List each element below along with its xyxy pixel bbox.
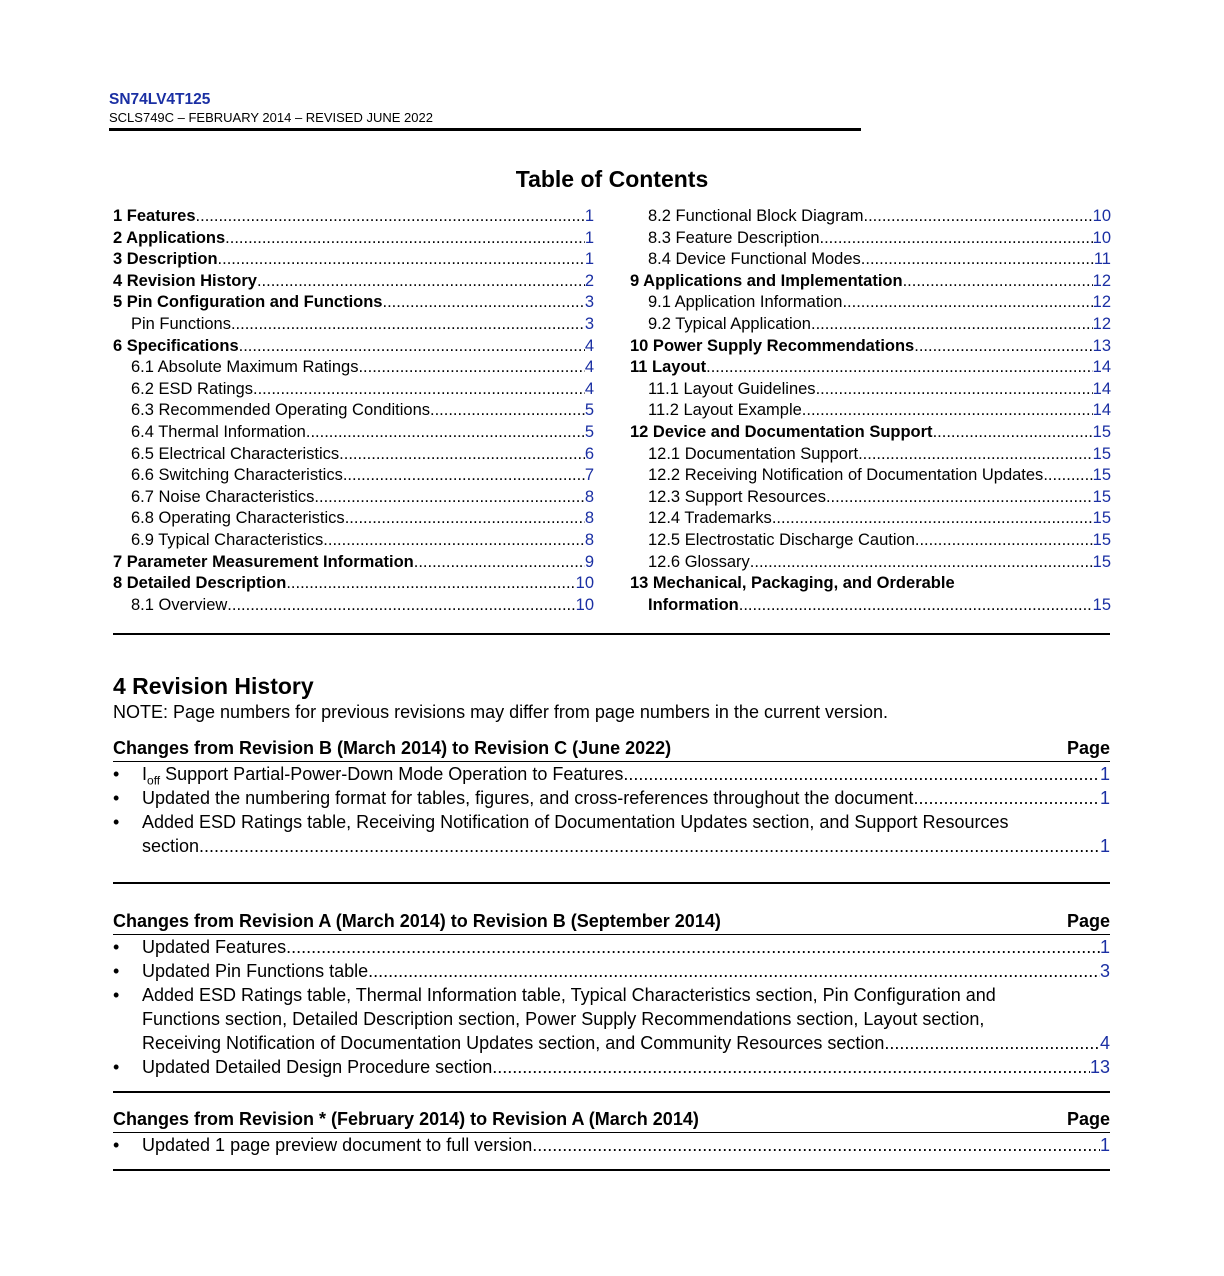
toc-page-link[interactable]: 3 (584, 314, 594, 333)
change-text-line (142, 786, 1110, 810)
leader-dots (537, 1133, 1100, 1157)
toc-entry-title: 6.7 Noise Characteristics (131, 487, 315, 506)
change-text-main: Receiving Notification of Documentation Updates section, and Community Resources section (142, 1033, 885, 1053)
toc-leader-dots (358, 357, 584, 379)
toc-leader-dots (430, 400, 585, 422)
toc-entry-title: 11.2 Layout Example (648, 401, 802, 420)
toc-page-link[interactable]: 10 (1092, 207, 1111, 225)
toc-left-column (113, 206, 594, 616)
toc-entry[interactable] (113, 508, 594, 530)
toc-leader-dots (257, 271, 585, 293)
toc-page-link[interactable]: 14 (1092, 358, 1111, 377)
toc-entry[interactable] (630, 508, 1111, 530)
toc-entry-title: 6.1 Absolute Maximum Ratings (131, 358, 359, 377)
toc-entry[interactable] (113, 314, 594, 336)
toc-entry-title: 7 Parameter Measurement Information (113, 552, 414, 571)
toc-entry-title: 12.3 Support Resources (648, 487, 826, 506)
change-text (142, 834, 199, 858)
change-page-link[interactable]: 1 (1099, 1135, 1110, 1155)
toc-entry[interactable] (630, 444, 1111, 466)
toc-leader-dots (383, 292, 585, 314)
toc-leader-dots (915, 530, 1093, 552)
toc-leader-dots (706, 357, 1093, 379)
toc-page-link[interactable]: 15 (1092, 487, 1111, 506)
page-column-label: Page (1066, 1109, 1110, 1129)
toc-entry-title: 6.8 Operating Characteristics (131, 509, 345, 528)
toc-page-link[interactable]: 14 (1092, 401, 1111, 420)
toc-entry-title: 12.4 Trademarks (648, 509, 772, 528)
changes-heading: Changes from Revision B (March 2014) to Revision C (June 2022) (113, 738, 672, 758)
document-revision-line: SCLS749C – FEBRUARY 2014 – REVISED JUNE 2022 (109, 110, 433, 125)
toc-entry-title: 6.3 Recommended Operating Conditions (131, 401, 431, 420)
toc-entry[interactable] (113, 271, 594, 293)
toc-leader-dots (820, 228, 1093, 250)
toc-page-link[interactable]: 15 (1092, 552, 1111, 571)
toc-page-link[interactable]: 6 (584, 444, 594, 463)
change-page-link[interactable]: 1 (1099, 764, 1110, 784)
change-item (113, 959, 1110, 983)
toc-entry[interactable] (630, 249, 1111, 271)
toc-entry[interactable] (630, 271, 1111, 293)
toc-leader-dots (343, 465, 585, 487)
change-text-main: section (142, 836, 200, 856)
change-text (142, 1031, 884, 1055)
revision-history-title: 4 Revision History (113, 673, 314, 699)
toc-entry-title: 12.5 Electrostatic Discharge Caution (648, 530, 915, 549)
toc-entry[interactable] (630, 573, 1111, 595)
toc-entry[interactable] (630, 379, 1111, 401)
toc-page-link[interactable]: 9 (584, 552, 594, 571)
change-text (142, 1055, 497, 1079)
toc-entry-title: 8.2 Functional Block Diagram (648, 207, 864, 225)
toc-entry[interactable] (113, 444, 594, 466)
change-text (142, 959, 373, 983)
change-text-main: Updated 1 page preview document to full version. (142, 1135, 538, 1155)
toc-page-link[interactable]: 12 (1092, 314, 1111, 333)
change-text-main: Updated Pin Functions table. (142, 961, 374, 981)
toc-entry-title: 12.1 Documentation Support (648, 444, 859, 463)
changes-list (113, 1133, 1110, 1157)
toc-entry[interactable] (113, 249, 594, 271)
toc-page-link[interactable]: 15 (1092, 530, 1111, 549)
toc-entry-title: 6 Specifications (113, 336, 239, 355)
leader-dots (913, 786, 1100, 810)
toc-entry-title: 6.5 Electrical Characteristics (131, 444, 340, 463)
change-page-link[interactable]: 1 (1099, 836, 1110, 856)
toc-entry-title: 8.1 Overview (131, 595, 228, 614)
toc-entry-title: 10 Power Supply Recommendations (630, 336, 915, 355)
toc-entry-title: 6.2 ESD Ratings (131, 379, 253, 398)
toc-page-link[interactable]: 5 (584, 422, 594, 441)
toc-entry[interactable] (113, 206, 594, 228)
change-item (113, 1055, 1110, 1079)
toc-page-link[interactable]: 8 (584, 487, 594, 506)
toc-entry-title: 13 Mechanical, Packaging, and Orderable (630, 574, 955, 593)
change-item (113, 983, 1110, 1055)
toc-entry[interactable] (630, 422, 1111, 444)
toc-entry[interactable] (630, 400, 1111, 422)
toc-page-link[interactable]: 15 (1092, 509, 1111, 528)
toc-page-link[interactable]: 8 (584, 530, 594, 549)
section-divider (113, 1091, 1110, 1093)
leader-dots (291, 935, 1100, 959)
toc-entry[interactable] (630, 228, 1111, 250)
toc-leader-dots (802, 400, 1093, 422)
bullet: • (113, 937, 120, 957)
toc-entry[interactable] (630, 292, 1111, 314)
change-text-line: Added ESD Ratings table, Receiving Notification of Documentation Updates section, and Support Resources (142, 812, 1009, 832)
toc-leader-dots (218, 249, 585, 271)
toc-entry-title: 8.4 Device Functional Modes (648, 250, 861, 269)
toc-entry[interactable] (113, 465, 594, 487)
toc-page-link[interactable]: 2 (584, 271, 594, 290)
toc-leader-dots (739, 595, 1093, 617)
change-text-line (142, 834, 1110, 858)
bullet: • (113, 788, 120, 808)
toc-leader-dots (750, 552, 1093, 574)
change-text-line (142, 1031, 1110, 1055)
changes-section (113, 910, 1110, 1093)
toc-leader-dots (253, 379, 585, 401)
page-column-label: Page (1066, 911, 1110, 931)
page-header (109, 90, 861, 131)
toc-entry[interactable] (113, 336, 594, 358)
toc-leader-dots (1043, 465, 1092, 487)
toc-entry-title: 5 Pin Configuration and Functions (113, 293, 383, 312)
change-item (113, 786, 1110, 810)
toc-page-link[interactable]: 10 (575, 595, 594, 614)
toc-entry-title: 12.6 Glossary (648, 552, 750, 571)
changes-heading-row (113, 910, 1110, 935)
change-text-line: Added ESD Ratings table, Thermal Information table, Typical Characteristics section, Pin Configuration and (142, 985, 996, 1005)
change-item (113, 762, 1110, 786)
toc-entry-title: 12.2 Receiving Notification of Documentation Updates (648, 466, 1044, 485)
toc-page-link[interactable]: 1 (584, 250, 594, 269)
toc-page-link[interactable]: 7 (584, 466, 594, 485)
toc-page-link[interactable]: 4 (584, 379, 594, 398)
page-column-label: Page (1066, 738, 1110, 758)
toc-leader-dots (864, 206, 1093, 228)
changes-section (113, 1108, 1110, 1171)
change-text (142, 935, 291, 959)
toc-page-link[interactable]: 11 (1093, 250, 1111, 269)
toc-leader-dots (286, 573, 575, 595)
bullet: • (113, 1057, 120, 1077)
toc-leader-dots (225, 228, 585, 250)
toc-entry[interactable] (113, 573, 594, 595)
toc-entry[interactable] (113, 228, 594, 250)
toc-page-link[interactable]: 10 (1092, 228, 1111, 247)
change-text-main: Updated Detailed Design Procedure section. (142, 1057, 498, 1077)
toc-entry-title: 6.4 Thermal Information (131, 422, 306, 441)
change-text-line (142, 935, 1110, 959)
change-text-line (142, 959, 1110, 983)
toc-page-link[interactable]: 4 (584, 336, 594, 355)
change-text-prefix: I (142, 764, 148, 784)
toc-entry-title: 11.1 Layout Guidelines (648, 379, 816, 398)
toc-leader-dots (239, 336, 585, 358)
toc-entry-title: 1 Features (113, 207, 196, 225)
toc-entry[interactable] (113, 487, 594, 509)
toc-page-link[interactable]: 8 (584, 509, 594, 528)
change-item (113, 810, 1110, 858)
header-rule (109, 128, 861, 131)
toc-entry-title: 11 Layout (630, 358, 707, 377)
toc-leader-dots (933, 422, 1093, 444)
change-item (113, 1133, 1110, 1157)
toc-entry[interactable] (630, 552, 1111, 574)
change-text-main: Support Partial-Power-Down Mode Operation to Features (160, 764, 624, 784)
toc-page-link[interactable]: 12 (1092, 271, 1111, 290)
toc-page-link[interactable]: 1 (584, 207, 594, 225)
toc-leader-dots (231, 314, 585, 336)
change-text-line (142, 1055, 1110, 1079)
toc-page-link[interactable]: 14 (1092, 379, 1111, 398)
change-text (142, 762, 623, 786)
revision-history-note: NOTE: Page numbers for previous revisions may differ from page numbers in the current version. (113, 702, 889, 722)
toc-entry[interactable] (630, 487, 1111, 509)
change-text-main: Updated the numbering format for tables, figures, and cross-references throughout the document (142, 788, 914, 808)
changes-section (113, 737, 1110, 884)
bullet: • (113, 985, 120, 1005)
change-text-main: Updated Features. (142, 937, 292, 957)
change-text (142, 786, 913, 810)
change-page-link[interactable]: 4 (1099, 1033, 1110, 1053)
toc-leader-dots (914, 336, 1092, 358)
toc-entry[interactable] (113, 422, 594, 444)
toc-entry[interactable] (630, 206, 1111, 228)
change-page-link[interactable]: 1 (1099, 937, 1110, 957)
changes-list (113, 762, 1110, 858)
bullet: • (113, 764, 120, 784)
toc-entry[interactable] (630, 336, 1111, 358)
toc-entry-title: 6.9 Typical Characteristics (131, 530, 324, 549)
leader-dots (497, 1055, 1090, 1079)
toc-page-link[interactable]: 13 (1092, 336, 1111, 355)
toc-page-link[interactable]: 15 (1092, 444, 1111, 463)
toc-leader-dots (903, 271, 1093, 293)
bullet: • (113, 1135, 120, 1155)
changes-list (113, 935, 1110, 1079)
toc-entry-title: 2 Applications (113, 228, 226, 247)
leader-dots (373, 959, 1100, 983)
changes-heading: Changes from Revision A (March 2014) to Revision B (September 2014) (113, 911, 721, 931)
toc-leader-dots (826, 487, 1093, 509)
leader-dots (884, 1031, 1100, 1055)
toc-entry-title: 12 Device and Documentation Support (630, 422, 933, 441)
leader-dots (199, 834, 1100, 858)
toc-page-link[interactable]: 12 (1092, 293, 1111, 312)
toc-leader-dots (816, 379, 1093, 401)
toc-entry[interactable] (113, 400, 594, 422)
toc-leader-dots (339, 444, 585, 466)
toc-entry[interactable] (113, 292, 594, 314)
toc-divider (113, 633, 1110, 635)
toc-entry[interactable] (630, 465, 1111, 487)
toc-leader-dots (323, 530, 585, 552)
toc-entry-continuation[interactable] (630, 595, 1111, 617)
change-text-line (142, 1133, 1110, 1157)
change-text-line (142, 762, 1110, 786)
toc-entry-title: 8 Detailed Description (113, 574, 287, 593)
toc-entry-title: Pin Functions (131, 314, 231, 333)
toc-page-link[interactable]: 10 (575, 574, 594, 593)
toc-entry[interactable] (630, 357, 1111, 379)
changes-heading-row (113, 1108, 1110, 1133)
toc-leader-dots (842, 292, 1092, 314)
change-item (113, 935, 1110, 959)
change-page-link[interactable]: 1 (1099, 788, 1110, 808)
toc-page-link[interactable]: 5 (584, 401, 594, 420)
part-number[interactable]: SN74LV4T125 (109, 91, 211, 108)
section-divider (113, 882, 1110, 884)
toc-entry-title: 4 Revision History (113, 271, 257, 290)
subscript-off: off (147, 773, 161, 788)
toc-page-link[interactable]: 1 (584, 228, 594, 247)
toc-entry-title: Information (648, 595, 739, 614)
toc-entry[interactable] (113, 552, 594, 574)
toc-entry-title: 6.6 Switching Characteristics (131, 466, 343, 485)
toc-entry-title: 3 Description (113, 250, 218, 269)
toc-page-link[interactable]: 15 (1092, 466, 1111, 485)
toc-leader-dots (811, 314, 1093, 336)
section-divider (113, 1169, 1110, 1171)
toc-title: Table of Contents (515, 166, 709, 192)
toc-entry[interactable] (113, 357, 594, 379)
bullet: • (113, 961, 120, 981)
toc-entry-title: 8.3 Feature Description (648, 228, 820, 247)
toc-page-link[interactable]: 15 (1092, 595, 1111, 614)
bullet: • (113, 812, 120, 832)
toc-leader-dots (414, 552, 585, 574)
changes-heading: Changes from Revision * (February 2014) to Revision A (March 2014) (113, 1109, 699, 1129)
toc-entry[interactable] (630, 314, 1111, 336)
toc-leader-dots (772, 508, 1093, 530)
changes-heading-row (113, 737, 1110, 762)
change-page-link[interactable]: 3 (1099, 961, 1110, 981)
toc-leader-dots (861, 249, 1094, 271)
toc-entry-title: 9 Applications and Implementation (630, 271, 903, 290)
toc-leader-dots (314, 487, 584, 509)
change-page-link[interactable]: 13 (1089, 1057, 1110, 1077)
toc-entry[interactable] (113, 530, 594, 552)
toc-leader-dots (345, 508, 585, 530)
change-text (142, 1133, 537, 1157)
toc-leader-dots (227, 595, 575, 617)
toc-leader-dots (196, 206, 585, 228)
toc-entry[interactable] (113, 379, 594, 401)
toc-leader-dots (306, 422, 585, 444)
toc-entry[interactable] (630, 530, 1111, 552)
toc-page-link[interactable]: 4 (584, 358, 594, 377)
toc-right-column (630, 206, 1111, 616)
toc-page-link[interactable]: 3 (584, 293, 594, 312)
leader-dots (623, 762, 1100, 786)
toc-entry-title: 9.1 Application Information (648, 293, 843, 312)
toc-leader-dots (858, 444, 1093, 466)
toc-entry[interactable] (113, 595, 594, 617)
toc-page-link[interactable]: 15 (1092, 422, 1111, 441)
toc-entry-title: 9.2 Typical Application (648, 314, 811, 333)
change-text-line: Functions section, Detailed Description section, Power Supply Recommendations section, Layout section, (142, 1009, 985, 1029)
